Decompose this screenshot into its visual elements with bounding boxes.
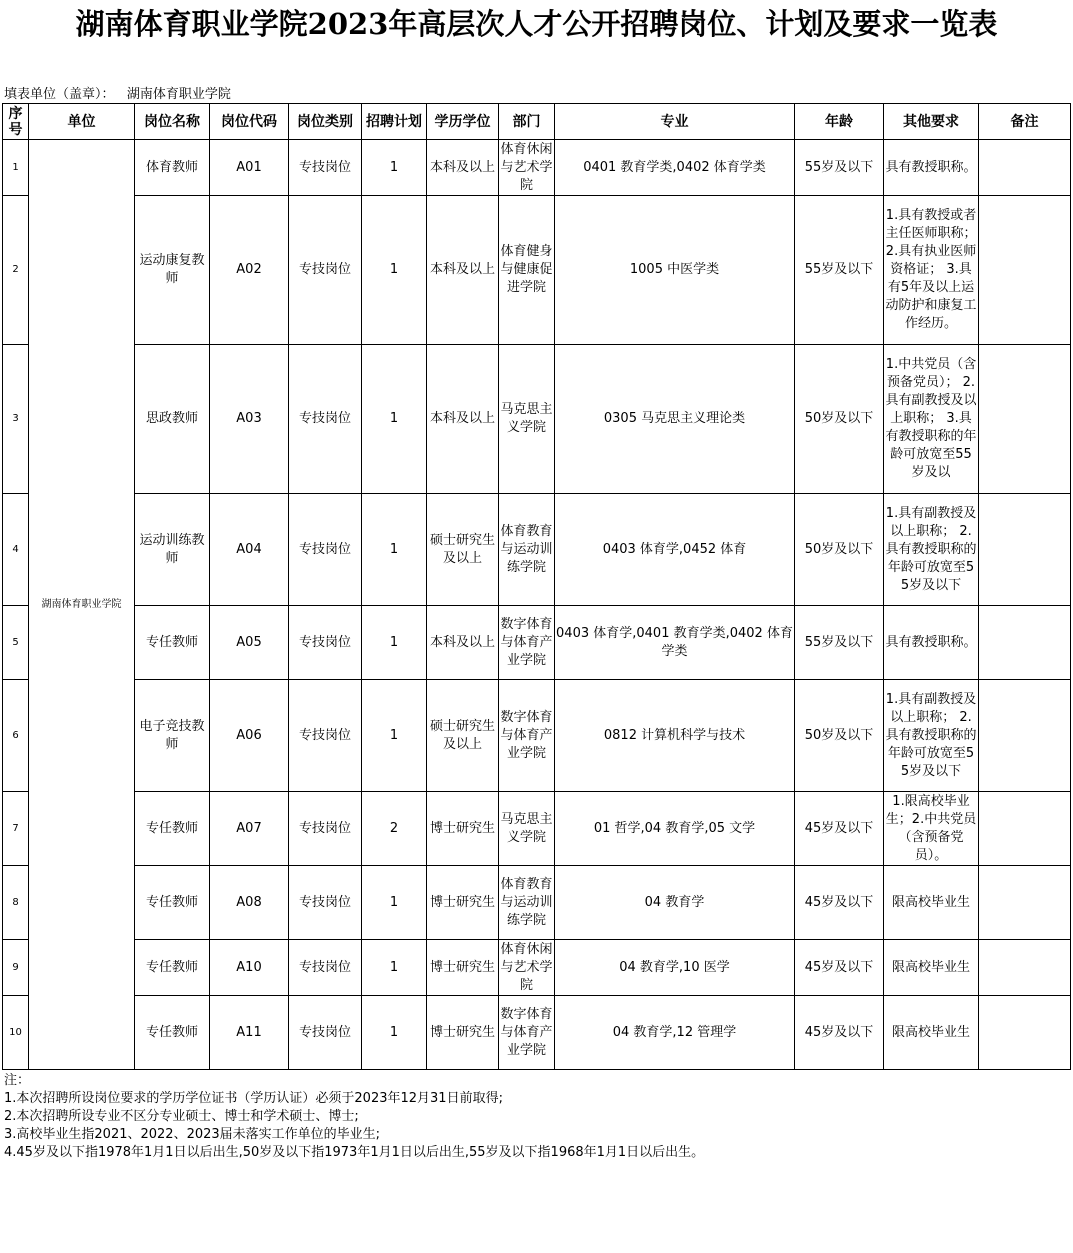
cell-type: 专技岗位 [289,606,362,680]
cell-seq: 2 [3,196,29,345]
table-row [3,792,1071,866]
table-row [3,494,1071,606]
cell-note [979,196,1071,345]
cell-major: 0403 体育学,0401 教育学类,0402 体育学类 [555,606,795,680]
header-unit: 单位 [29,104,135,140]
cell-education: 博士研究生 [427,996,499,1070]
cell-other: 1.具有副教授及以上职称； 2.具有教授职称的年龄可放宽至55岁及以下 [884,680,979,792]
cell-other: 1.中共党员（含预备党员）； 2.具有副教授及以上职称； 3.具有教授职称的年龄可放宽至55岁及以 [884,345,979,494]
cell-department: 体育休闲与艺术学院 [499,140,555,196]
notes-heading: 注： [4,1073,31,1088]
cell-plan: 1 [362,494,427,606]
cell-code: A02 [210,196,289,345]
cell-post: 专任教师 [135,940,210,996]
cell-type: 专技岗位 [289,940,362,996]
header-major: 专业 [555,104,795,140]
cell-plan: 1 [362,680,427,792]
cell-plan: 1 [362,196,427,345]
cell-note [979,606,1071,680]
cell-code: A06 [210,680,289,792]
cell-department: 体育健身与健康促进学院 [499,196,555,345]
table-row [3,140,1071,196]
cell-education: 本科及以上 [427,196,499,345]
cell-post: 专任教师 [135,866,210,940]
cell-code: A05 [210,606,289,680]
cell-education: 博士研究生 [427,792,499,866]
cell-type: 专技岗位 [289,792,362,866]
cell-seq: 7 [3,792,29,866]
cell-other: 1.具有副教授及以上职称； 2.具有教授职称的年龄可放宽至55岁及以下 [884,494,979,606]
table-row [3,866,1071,940]
cell-post: 电子竞技教师 [135,680,210,792]
cell-major: 04 教育学,10 医学 [555,940,795,996]
cell-note [979,940,1071,996]
cell-plan: 2 [362,792,427,866]
header-type: 岗位类别 [289,104,362,140]
cell-age: 45岁及以下 [795,792,884,866]
cell-seq: 4 [3,494,29,606]
cell-other: 具有教授职称。 [884,140,979,196]
note-3: 3.高校毕业生指2021、2022、2023届未落实工作单位的毕业生; [4,1127,381,1142]
cell-education: 本科及以上 [427,345,499,494]
cell-education: 硕士研究生及以上 [427,680,499,792]
cell-note [979,996,1071,1070]
cell-post: 运动训练教师 [135,494,210,606]
cell-major: 1005 中医学类 [555,196,795,345]
cell-education: 博士研究生 [427,940,499,996]
cell-note [979,866,1071,940]
cell-other: 限高校毕业生 [884,940,979,996]
cell-major: 0403 体育学,0452 体育 [555,494,795,606]
cell-department: 数字体育与体育产业学院 [499,680,555,792]
table-row [3,196,1071,345]
header-seq: 序号 [3,104,29,140]
cell-plan: 1 [362,866,427,940]
cell-education: 博士研究生 [427,866,499,940]
header-other: 其他要求 [884,104,979,140]
cell-department: 数字体育与体育产业学院 [499,996,555,1070]
cell-plan: 1 [362,606,427,680]
cell-seq: 9 [3,940,29,996]
cell-post: 运动康复教师 [135,196,210,345]
cell-department: 马克思主义学院 [499,792,555,866]
cell-department: 体育教育与运动训练学院 [499,494,555,606]
table-row [3,606,1071,680]
cell-major: 0401 教育学类,0402 体育学类 [555,140,795,196]
cell-other: 1.具有教授或者主任医师职称； 2.具有执业医师资格证； 3.具有5年及以上运动防护和康复工作经历。 [884,196,979,345]
cell-age: 50岁及以下 [795,345,884,494]
cell-post: 专任教师 [135,606,210,680]
cell-code: A11 [210,996,289,1070]
recruitment-table [2,103,1071,1070]
table-row [3,940,1071,996]
notes [4,1072,704,1162]
cell-type: 专技岗位 [289,996,362,1070]
cell-seq: 3 [3,345,29,494]
header-education: 学历学位 [427,104,499,140]
cell-education: 本科及以上 [427,606,499,680]
cell-code: A01 [210,140,289,196]
cell-code: A04 [210,494,289,606]
cell-note [979,494,1071,606]
cell-age: 50岁及以下 [795,680,884,792]
cell-note [979,140,1071,196]
note-2: 2.本次招聘所设专业不区分专业硕士、博士和学术硕士、博士; [4,1109,359,1124]
cell-age: 45岁及以下 [795,940,884,996]
cell-note [979,792,1071,866]
cell-other: 限高校毕业生 [884,866,979,940]
cell-department: 数字体育与体育产业学院 [499,606,555,680]
table-row [3,680,1071,792]
header-post: 岗位名称 [135,104,210,140]
header-age: 年龄 [795,104,884,140]
cell-type: 专技岗位 [289,140,362,196]
cell-code: A03 [210,345,289,494]
table-row [3,345,1071,494]
cell-other: 1.限高校毕业生；2.中共党员（含预备党员）。 [884,792,979,866]
filler-line [4,86,231,103]
cell-type: 专技岗位 [289,494,362,606]
filler-value: 湖南体育职业学院 [126,87,231,102]
cell-major: 04 教育学 [555,866,795,940]
cell-age: 55岁及以下 [795,140,884,196]
cell-age: 45岁及以下 [795,996,884,1070]
cell-education: 本科及以上 [427,140,499,196]
cell-post: 体育教师 [135,140,210,196]
cell-post: 思政教师 [135,345,210,494]
cell-post: 专任教师 [135,996,210,1070]
cell-seq: 5 [3,606,29,680]
cell-plan: 1 [362,940,427,996]
cell-seq: 10 [3,996,29,1070]
cell-plan: 1 [362,996,427,1070]
cell-plan: 1 [362,140,427,196]
cell-department: 体育教育与运动训练学院 [499,866,555,940]
page-title: 湖南体育职业学院2023年高层次人才公开招聘岗位、计划及要求一览表 [75,7,998,41]
cell-other: 限高校毕业生 [884,996,979,1070]
cell-type: 专技岗位 [289,680,362,792]
header-row [3,104,1071,140]
cell-type: 专技岗位 [289,196,362,345]
cell-major: 04 教育学,12 管理学 [555,996,795,1070]
header-department: 部门 [499,104,555,140]
note-4: 4.45岁及以下指1978年1月1日以后出生,50岁及以下指1973年1月1日以后出生,55岁及以下指1968年1月1日以后出生。 [4,1145,705,1160]
cell-post: 专任教师 [135,792,210,866]
cell-plan: 1 [362,345,427,494]
cell-age: 50岁及以下 [795,494,884,606]
note-1: 1.本次招聘所设岗位要求的学历学位证书（学历认证）必须于2023年12月31日前取得; [4,1091,503,1106]
cell-code: A10 [210,940,289,996]
header-code: 岗位代码 [210,104,289,140]
cell-unit: 湖南体育职业学院 [29,140,135,1070]
cell-education: 硕士研究生及以上 [427,494,499,606]
cell-major: 0305 马克思主义理论类 [555,345,795,494]
filler-label: 填表单位（盖章）： [4,87,115,102]
cell-type: 专技岗位 [289,345,362,494]
cell-department: 体育休闲与艺术学院 [499,940,555,996]
header-plan: 招聘计划 [362,104,427,140]
cell-seq: 8 [3,866,29,940]
cell-major: 01 哲学,04 教育学,05 文学 [555,792,795,866]
cell-seq: 1 [3,140,29,196]
table-row [3,996,1071,1070]
cell-major: 0812 计算机科学与技术 [555,680,795,792]
cell-department: 马克思主义学院 [499,345,555,494]
cell-age: 45岁及以下 [795,866,884,940]
cell-age: 55岁及以下 [795,606,884,680]
cell-age: 55岁及以下 [795,196,884,345]
cell-code: A08 [210,866,289,940]
cell-code: A07 [210,792,289,866]
cell-type: 专技岗位 [289,866,362,940]
cell-seq: 6 [3,680,29,792]
cell-note [979,680,1071,792]
header-note: 备注 [979,104,1071,140]
cell-other: 具有教授职称。 [884,606,979,680]
cell-note [979,345,1071,494]
